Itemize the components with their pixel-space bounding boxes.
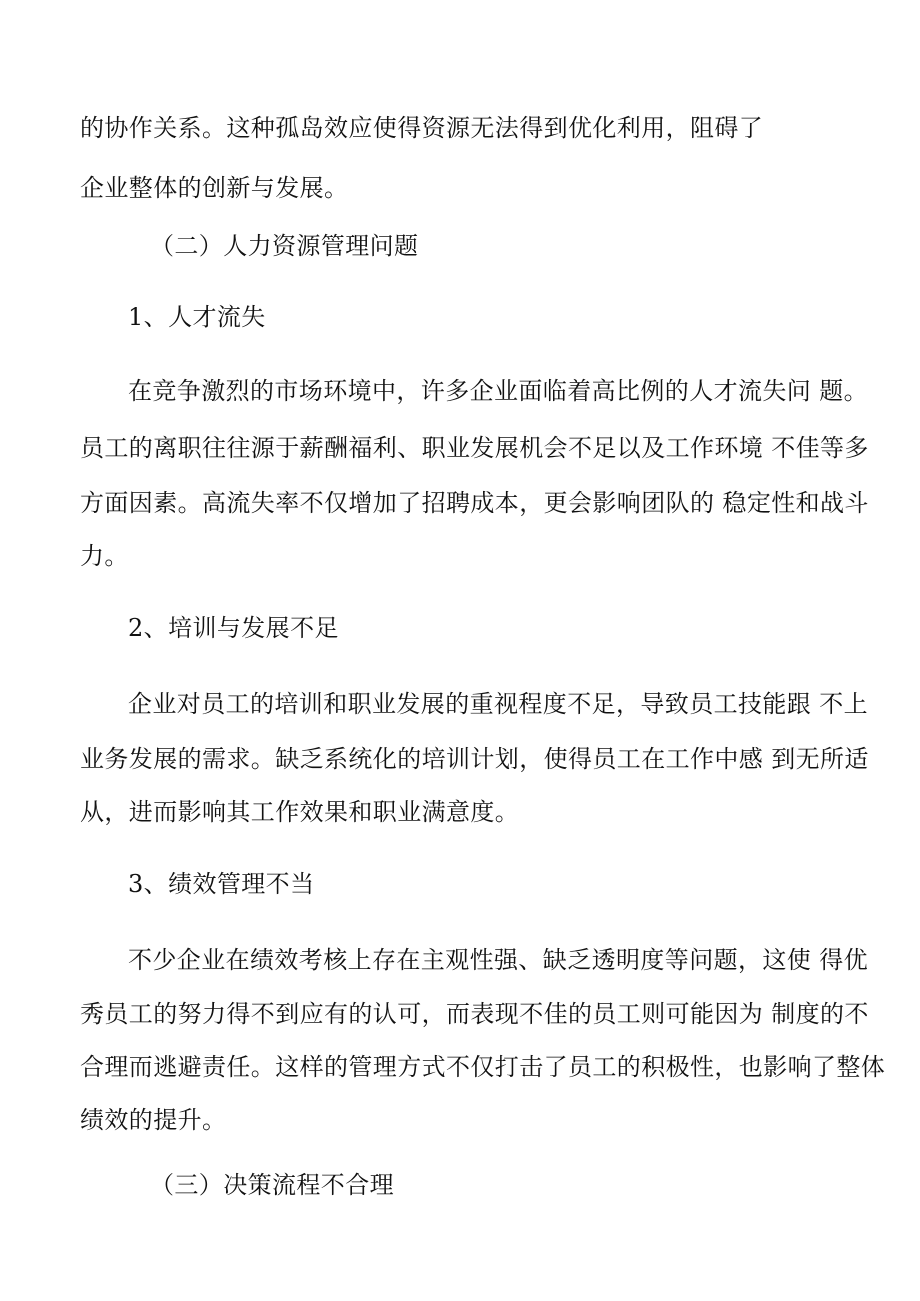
subsection-heading: 1、人才流失 [128, 303, 266, 331]
paragraph-line: 从，进而影响其工作效果和职业满意度。 [80, 798, 520, 826]
section-heading: （三）决策流程不合理 [150, 1171, 394, 1199]
section-heading: （二）人力资源管理问题 [150, 232, 419, 260]
paragraph-line: 业务发展的需求。缺乏系统化的培训计划，使得员工在工作中感 到无所适 [80, 745, 869, 773]
paragraph-line: 的协作关系。这种孤岛效应使得资源无法得到优化利用，阻碍了 [80, 114, 764, 142]
paragraph-line: 不少企业在绩效考核上存在主观性强、缺乏透明度等问题，这使 得优 [128, 946, 869, 974]
paragraph-line: 企业整体的创新与发展。 [80, 174, 349, 202]
paragraph-line: 在竞争激烈的市场环境中，许多企业面临着高比例的人才流失问 题。 [128, 377, 869, 405]
paragraph-line: 企业对员工的培训和职业发展的重视程度不足，导致员工技能跟 不上 [128, 690, 869, 718]
paragraph-line: 绩效的提升。 [80, 1106, 227, 1134]
paragraph-line: 力。 [80, 542, 129, 570]
subsection-heading: 2、培训与发展不足 [128, 614, 339, 642]
paragraph-line: 员工的离职往往源于薪酬福利、职业发展机会不足以及工作环境 不佳等多 [80, 434, 869, 462]
paragraph-line: 合理而逃避责任。这样的管理方式不仅打击了员工的积极性，也影响了整体 [80, 1053, 886, 1081]
paragraph-line: 方面因素。高流失率不仅增加了招聘成本，更会影响团队的 稳定性和战斗 [80, 489, 869, 517]
paragraph-line: 秀员工的努力得不到应有的认可，而表现不佳的员工则可能因为 制度的不 [80, 1000, 869, 1028]
subsection-heading: 3、绩效管理不当 [128, 870, 315, 898]
